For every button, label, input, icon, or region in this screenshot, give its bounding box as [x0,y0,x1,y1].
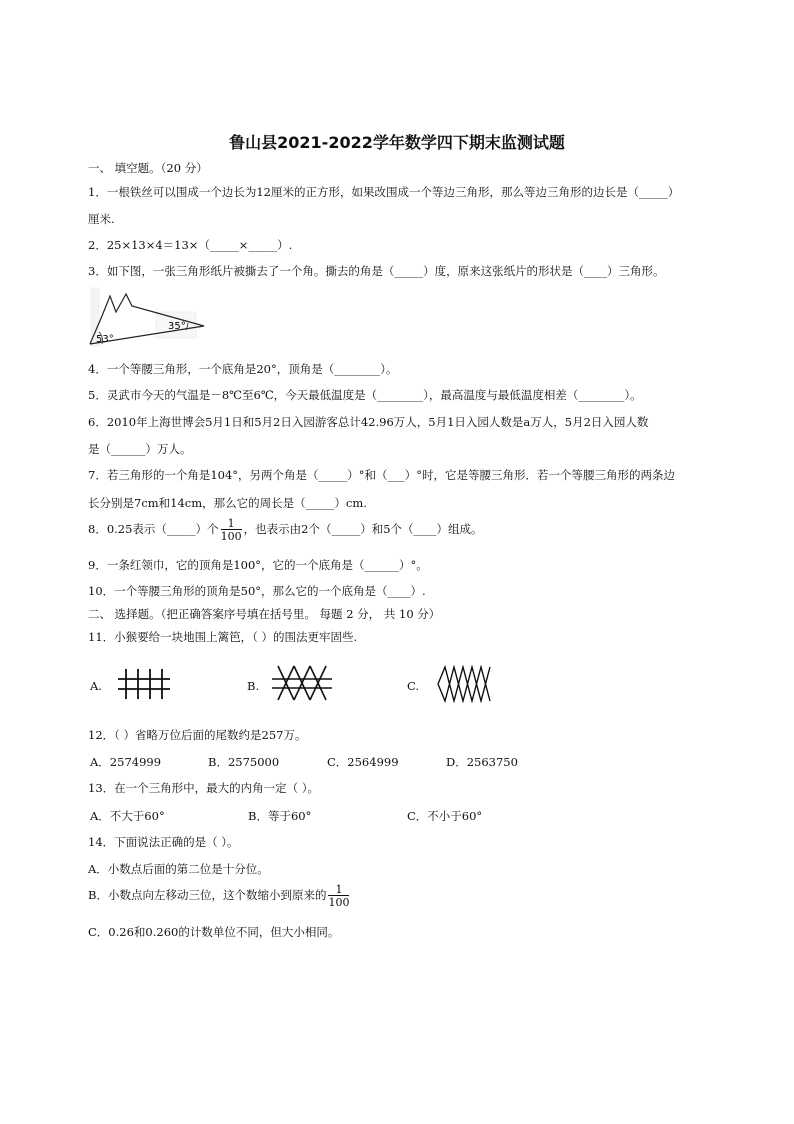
angle-label-53: 53° [96,334,114,345]
q8-text-before: 8．0.25表示（_____）个 [88,522,219,536]
q13-option-c: C．不小于60° [407,809,483,823]
question-3: 3．如下图，一张三角形纸片被撕去了一个角。撕去的角是（_____）度，原来这张纸片的形状是（____）三角形。 [88,264,665,278]
fence-diamond-icon [436,665,494,703]
question-6-line-1: 6．2010年上海世博会5月1日和5月2日入园游客总计42.96万人，5月1日入园人数是a万人，5月2日入园人数 [88,415,649,429]
fence-cross-icon [272,664,334,702]
q12-option-d: D．2563750 [446,755,518,769]
q14-option-c: C．0.26和0.260的计数单位不同，但大小相同。 [88,925,340,939]
q8-text-after: ，也表示由2个（_____）和5个（____）组成。 [243,522,483,536]
q12-option-b: B．2575000 [208,755,280,769]
question-9: 9．一条红领巾，它的顶角是100°，它的一个底角是（______）°。 [88,558,428,572]
question-4: 4．一个等腰三角形，一个底角是20°，顶角是（________）。 [88,362,398,376]
question-13: 13．在一个三角形中，最大的内角一定（ ）。 [88,781,320,795]
question-1-line-2: 厘米. [88,212,115,226]
q14-option-a: A．小数点后面的第二位是十分位。 [88,862,269,876]
fraction-numerator: 1 [335,883,343,896]
q11-option-b-label: B. [247,679,260,693]
angle-label-35: 35° [168,321,186,332]
q11-option-c-label: C. [407,679,420,693]
question-8 [88,518,483,542]
page-title: 鲁山县2021-2022学年数学四下期末监测试题 [229,133,565,152]
q13-option-b: B．等于60° [248,809,312,823]
section-fill-in-heading: 一、 填空题。（20 分） [88,161,208,175]
q11-option-a-label: A. [90,679,102,693]
question-1-line-1: 1．一根铁丝可以围成一个边长为12厘米的正方形，如果改围成一个等边三角形，那么等边三角形的边长是（_____） [88,185,680,199]
q12-option-c: C．2564999 [327,755,399,769]
fraction-denominator: 100 [220,530,242,543]
question-2: 2．25×13×4＝13×（_____×_____）. [88,238,293,252]
torn-triangle-figure [86,282,216,350]
question-12: 12．（ ）省略万位后面的尾数约是257万。 [88,728,307,742]
question-7-line-2: 长分别是7cm和14cm，那么它的周长是（_____）cm. [88,496,367,510]
question-10: 10．一个等腰三角形的顶角是50°，那么它的一个底角是（____）. [88,584,426,598]
fraction-1-100-b [328,884,349,908]
section-choice-heading: 二、 选择题。（把正确答案序号填在括号里。 每题 2 分， 共 10 分） [88,607,441,621]
question-6-line-2: 是（______）万人。 [88,442,192,456]
question-11: 11．小猴要给一块地围上篱笆，（ ）的围法更牢固些. [88,630,358,644]
q13-option-a: A．不大于60° [90,809,165,823]
fence-square-icon [118,668,172,700]
fraction-1-100 [221,518,242,542]
fraction-numerator: 1 [227,517,235,530]
question-14: 14．下面说法正确的是（ ）。 [88,835,239,849]
question-7-line-1: 7．若三角形的一个角是104°，另两个角是（_____）°和（___）°时，它是等腰三角形．若一个等腰三角形的两条边 [88,468,676,482]
q14-option-b [88,884,351,908]
q12-option-a: A．2574999 [90,755,162,769]
fraction-denominator: 100 [328,896,350,909]
q14-option-b-text: B．小数点向左移动三位，这个数缩小到原来的 [88,888,327,902]
question-5: 5．灵武市今天的气温是－8℃至6℃，今天最低温度是（________），最高温度与最低温度相差（________）。 [88,388,642,402]
